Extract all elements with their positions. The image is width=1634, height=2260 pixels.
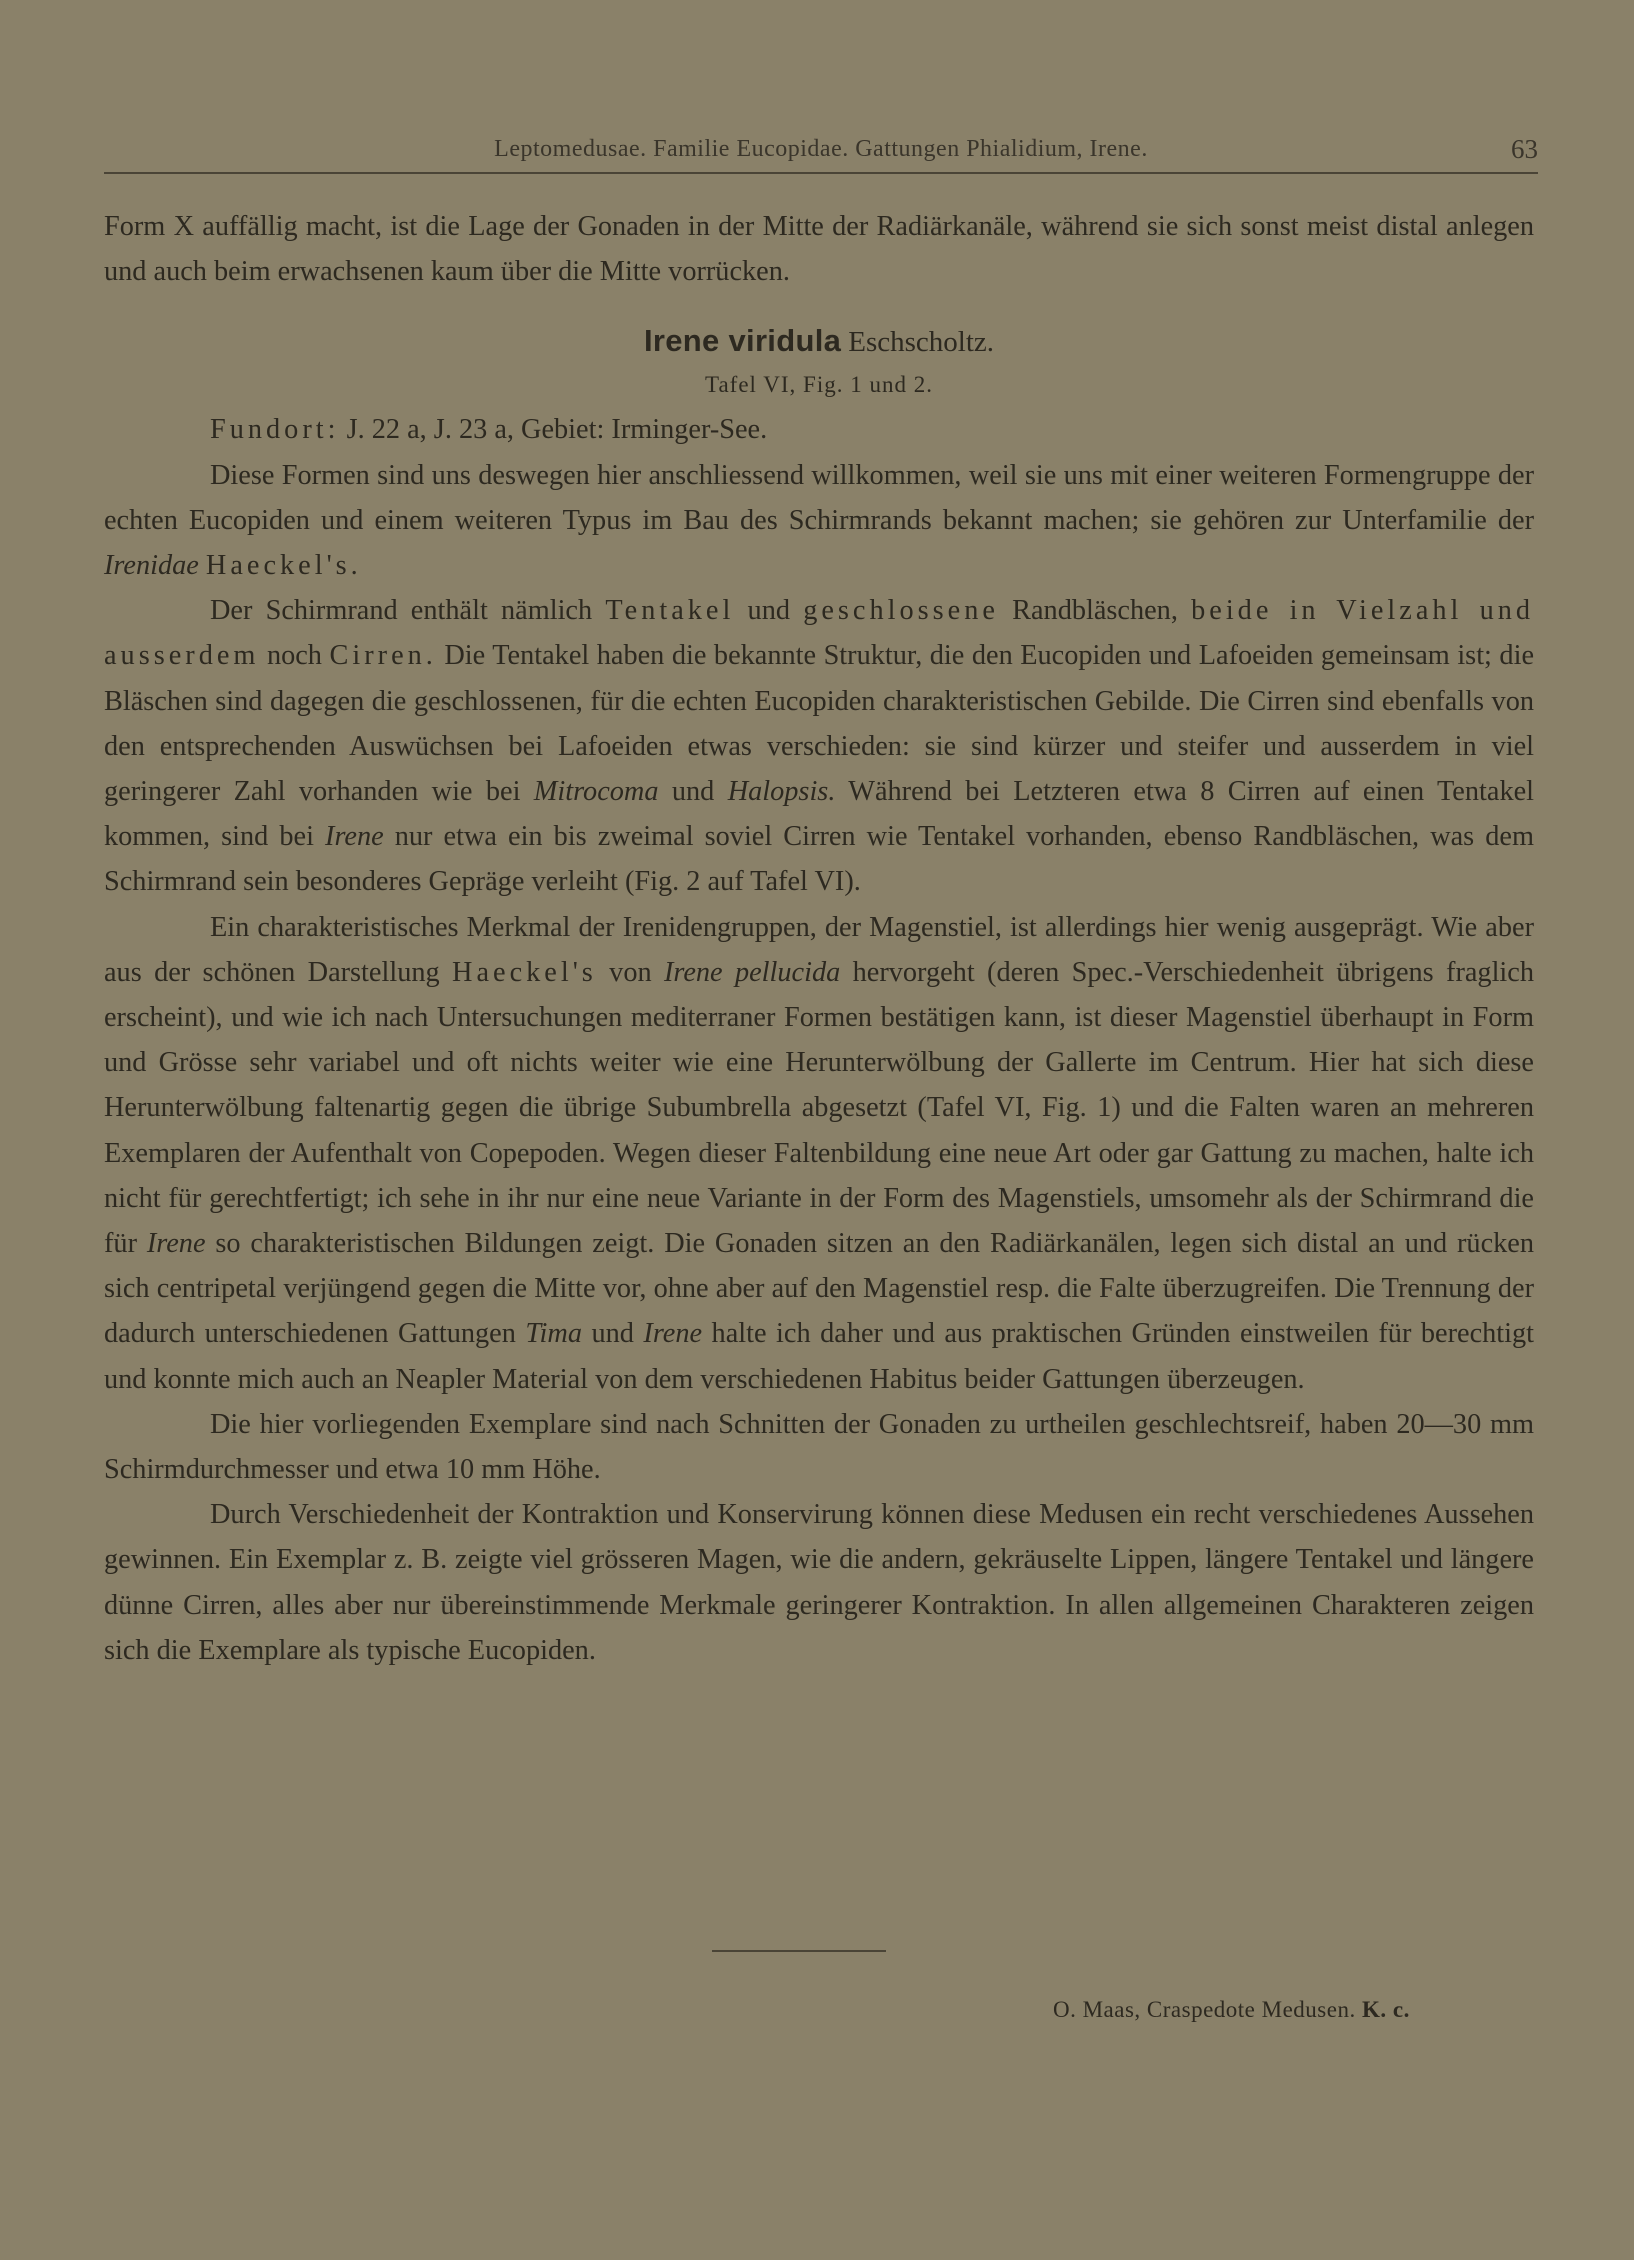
paragraph-3 <box>104 905 1534 1402</box>
species-name: Irene viridula <box>643 323 842 359</box>
fundort-line <box>104 407 1534 452</box>
fundort-text: J. 22 a, J. 23 a, Gebiet: Irminger-See. <box>346 414 768 446</box>
text-run: Der Schirmrand enthält nämlich <box>210 595 606 627</box>
spaced-term: beide in Vielzahl und ausserdem <box>104 595 1535 672</box>
footer-signature <box>1053 1997 1410 2023</box>
text-run: und <box>658 776 728 808</box>
spaced-term: Cirren. <box>329 640 437 672</box>
spaced-term: geschlossene <box>803 595 999 627</box>
taxon-name: Halopsis. <box>727 776 836 808</box>
spaced-term: Tentakel <box>605 595 735 627</box>
footer-author: O. Maas, Craspedote Medusen. <box>1053 1997 1356 2022</box>
taxon-name: Irenidae <box>104 550 199 582</box>
paragraph-5: Durch Verschiedenheit der Kontraktion und Konservirung können diese Medusen ein recht verschiedenes Aussehen gewinnen. Ein Exemplar z. B. zeigte viel grösseren Magen, wie die andern, gekräuselte Lippen, längere Tentakel und längere dünne Cirren, alles aber nur übereinstimmende Merkmale geringerer Kontraktion. In allen allgemeinen Charakteren zeigen sich die Exemplare als typische Eucopiden. <box>104 1499 1534 1666</box>
text-run: halte ich daher und aus praktischen Gründen einstweilen für berechtigt und konnte mich auch an Neapler Material von dem verschiedenen Habitus beider Gattungen überzeugen. <box>104 1318 1535 1395</box>
text-run: und <box>734 595 804 627</box>
text-run: hervorgeht (deren Spec.-Verschiedenheit übrigens fraglich erscheint), und wie ich nach Untersuchungen mediterraner Formen bestätigen kann, ist dieser Magenstiel überhaupt in Form und Grösse sehr variabel und oft nichts weiter wie eine Herunterwölbung der Gallerte im Centrum. Hier hat sich diese Herunterwölbung faltenartig gegen die übrige Subumbrella abgesetzt (Tafel VI, Fig. 1) und die Falten waren an mehreren Exemplaren der Aufenthalt von Copepoden. Wegen dieser Faltenbildung eine neue Art oder gar Gattung zu machen, halte ich nicht für gerechtfertigt; ich sehe in ihr nur eine neue Variante in der Form des Magenstiels, umsomehr als der Schirmrand die für <box>104 956 1535 1260</box>
taxon-name: Mitrocoma <box>533 776 659 808</box>
paragraph-4: Die hier vorliegenden Exemplare sind nach Schnitten der Gonaden zu urtheilen geschlechtsreif, haben 20—30 mm Schirmdurchmesser und etwa 10 mm Höhe. <box>104 1408 1534 1486</box>
footer-mark: K. c. <box>1361 1997 1410 2022</box>
closing-rule <box>712 1950 886 1952</box>
plate-reference: Tafel VI, Fig. 1 und 2. <box>705 372 933 398</box>
taxon-name: Irene <box>325 821 384 853</box>
species-author: Eschscholtz. <box>848 326 994 359</box>
page-number: 63 <box>1511 134 1538 164</box>
author-name: Haeckel's <box>452 956 597 988</box>
text-run: nur etwa ein bis zweimal soviel Cirren wie Tentakel vorhanden, ebenso Randbläschen, was dem Schirmrand sein besonderes Gepräge verleiht (Fig. 2 auf Tafel VI). <box>104 821 1534 898</box>
taxon-name: Irene <box>643 1318 703 1350</box>
intro-paragraph: Form X auffällig macht, ist die Lage der Gonaden in der Mitte der Radiärkanäle, während sie sich sonst meist distal anlegen und auch beim erwachsenen kaum über die Mitte vorrücken. <box>104 211 1534 288</box>
running-head <box>104 134 1538 174</box>
taxon-name: Irene <box>146 1228 206 1260</box>
text-run: so charakteristischen Bildungen zeigt. Die Gonaden sitzen an den Radiärkanälen, legen sich distal an und rücken sich centripetal verjüngend gegen die Mitte vor, ohne aber auf den Magenstiel resp. die Falte überzugreifen. Die Trennung der dadurch unterschiedenen Gattungen <box>104 1228 1534 1350</box>
text-run: und <box>581 1318 644 1350</box>
body-text <box>104 204 1534 1673</box>
author-name: Haeckel's. <box>205 550 362 582</box>
text-run <box>199 550 206 581</box>
text-run: noch <box>259 640 330 672</box>
species-heading <box>104 319 1534 365</box>
running-head-title: Leptomedusae. Familie Eucopidae. Gattungen Phialidium, Irene. <box>494 136 1148 162</box>
text-run: Während bei Letzteren etwa 8 Cirren auf einen Tentakel kommen, sind bei <box>104 776 1535 853</box>
taxon-name: Tima <box>525 1318 582 1350</box>
text-run: Diese Formen sind uns deswegen hier anschliessend willkommen, weil sie uns mit einer weiteren Formengruppe der echten Eucopiden und einem weiteren Typus im Bau des Schirmrands bekannt machen; sie gehören zur Unterfamilie der <box>104 459 1534 536</box>
taxon-name: Irene pellucida <box>663 956 841 988</box>
paragraph-1 <box>104 453 1534 589</box>
text-run: Ein charakteristisches Merkmal der Irenidengruppen, der Magenstiel, ist allerdings hier wenig ausgeprägt. Wie aber aus der schönen Darstellung <box>104 911 1534 988</box>
paragraph-2 <box>104 588 1534 904</box>
text-run: Die Tentakel haben die bekannte Struktur, die den Eucopiden und Lafoeiden gemeinsam ist; die Bläschen sind dagegen die geschlossenen, für die echten Eucopiden charakteristischen Gebilde. Die Cirren sind ebenfalls von den entsprechenden Auswüchsen bei Lafoeiden etwas verschieden: sie sind kürzer und steifer und ausserdem in viel geringerer Zahl vorhanden wie bei <box>104 640 1535 808</box>
text-run: von <box>596 956 664 988</box>
text-run: Randbläschen, <box>998 595 1192 627</box>
fundort-label: Fundort: <box>210 414 340 446</box>
